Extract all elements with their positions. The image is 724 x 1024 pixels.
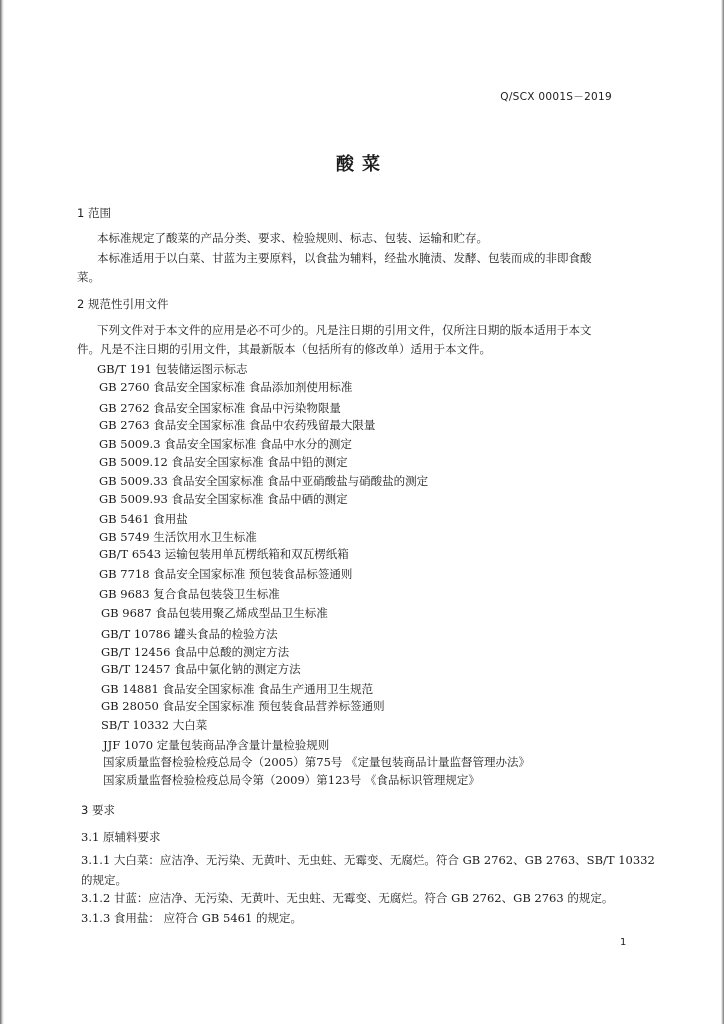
reference-item: GB 2760 食品安全国家标准 食品添加剂使用标准	[99, 380, 353, 394]
clause-3-1-2: 3.1.2 甘蓝：应洁净、无污染、无黄叶、无虫蛀、无霉变、无腐烂。符合 GB 2762、GB 2763 的规定。	[81, 891, 614, 905]
section-heading-normative-references: 2 规范性引用文件	[77, 297, 169, 311]
reference-item: GB/T 10786 罐头食品的检验方法	[101, 627, 278, 641]
section-heading-requirements: 3 要求	[81, 803, 115, 817]
scope-paragraph-1: 本标准规定了酸菜的产品分类、要求、检验规则、标志、包装、运输和贮存。	[97, 231, 488, 245]
clause-3-1-3: 3.1.3 食用盐： 应符合 GB 5461 的规定。	[81, 911, 302, 925]
page-number: 1	[620, 937, 627, 948]
reference-item: GB/T 12456 食品中总酸的测定方法	[101, 645, 290, 659]
reference-item: GB 5009.3 食品安全国家标准 食品中水分的测定	[99, 437, 352, 451]
reference-item: GB 5009.93 食品安全国家标准 食品中硒的测定	[99, 492, 348, 506]
references-intro: 下列文件对于本文件的应用是必不可少的。凡是注日期的引用文件，仅所注日期的版本适用于本文	[97, 323, 592, 337]
section-heading-scope: 1 范围	[77, 206, 111, 220]
reference-item: GB 5461 食用盐	[99, 512, 188, 526]
reference-item: GB 28050 食品安全国家标准 预包装食品营养标签通则	[101, 699, 385, 713]
reference-item: 国家质量监督检验检疫总局令第（2009）第123号 《食品标识管理规定》	[103, 773, 480, 787]
clause-3-1-1-cont: 的规定。	[81, 873, 127, 887]
references-intro-cont: 件。凡是不注日期的引用文件，其最新版本（包括所有的修改单）适用于本文件。	[77, 342, 491, 356]
reference-item: 国家质量监督检验检疫总局令（2005）第75号 《定量包装商品计量监督管理办法》	[103, 755, 531, 769]
reference-item: JJF 1070 定量包装商品净含量计量检验规则	[103, 738, 330, 752]
reference-item: GB 9683 复合食品包装袋卫生标准	[99, 587, 280, 601]
reference-item: GB 14881 食品安全国家标准 食品生产通用卫生规范	[101, 682, 374, 696]
clause-3-1-1: 3.1.1 大白菜：应洁净、无污染、无黄叶、无虫蛀、无霉变、无腐烂。符合 GB 2762、GB 2763、SB/T 10332	[81, 853, 655, 867]
reference-item: GB 2763 食品安全国家标准 食品中农药残留最大限量	[99, 418, 376, 432]
page-title: 酸菜	[336, 154, 388, 175]
reference-item: GB 5009.33 食品安全国家标准 食品中亚硝酸盐与硝酸盐的测定	[99, 474, 429, 488]
scope-paragraph-2-cont: 菜。	[77, 270, 100, 284]
reference-item: SB/T 10332 大白菜	[101, 718, 208, 732]
document-code: Q/SCX 0001S－2019	[500, 91, 612, 103]
reference-item: GB/T 12457 食品中氯化钠的测定方法	[101, 662, 301, 676]
reference-item: GB/T 6543 运输包装用单瓦楞纸箱和双瓦楞纸箱	[99, 547, 349, 561]
reference-item: GB 2762 食品安全国家标准 食品中污染物限量	[99, 401, 341, 415]
reference-item: GB 5009.12 食品安全国家标准 食品中铅的测定	[99, 455, 348, 469]
scope-paragraph-2: 本标准适用于以白菜、甘蓝为主要原料，以食盐为辅料，经盐水腌渍、发酵、包装而成的非即食酸	[97, 251, 592, 265]
reference-item: GB/T 191 包装储运图示标志	[97, 362, 248, 376]
reference-item: GB 7718 食品安全国家标准 预包装食品标签通则	[99, 567, 353, 581]
reference-item: GB 5749 生活饮用水卫生标准	[99, 530, 257, 544]
reference-item: GB 9687 食品包装用聚乙烯成型品卫生标准	[101, 606, 328, 620]
subsection-raw-materials: 3.1 原辅料要求	[81, 830, 161, 844]
